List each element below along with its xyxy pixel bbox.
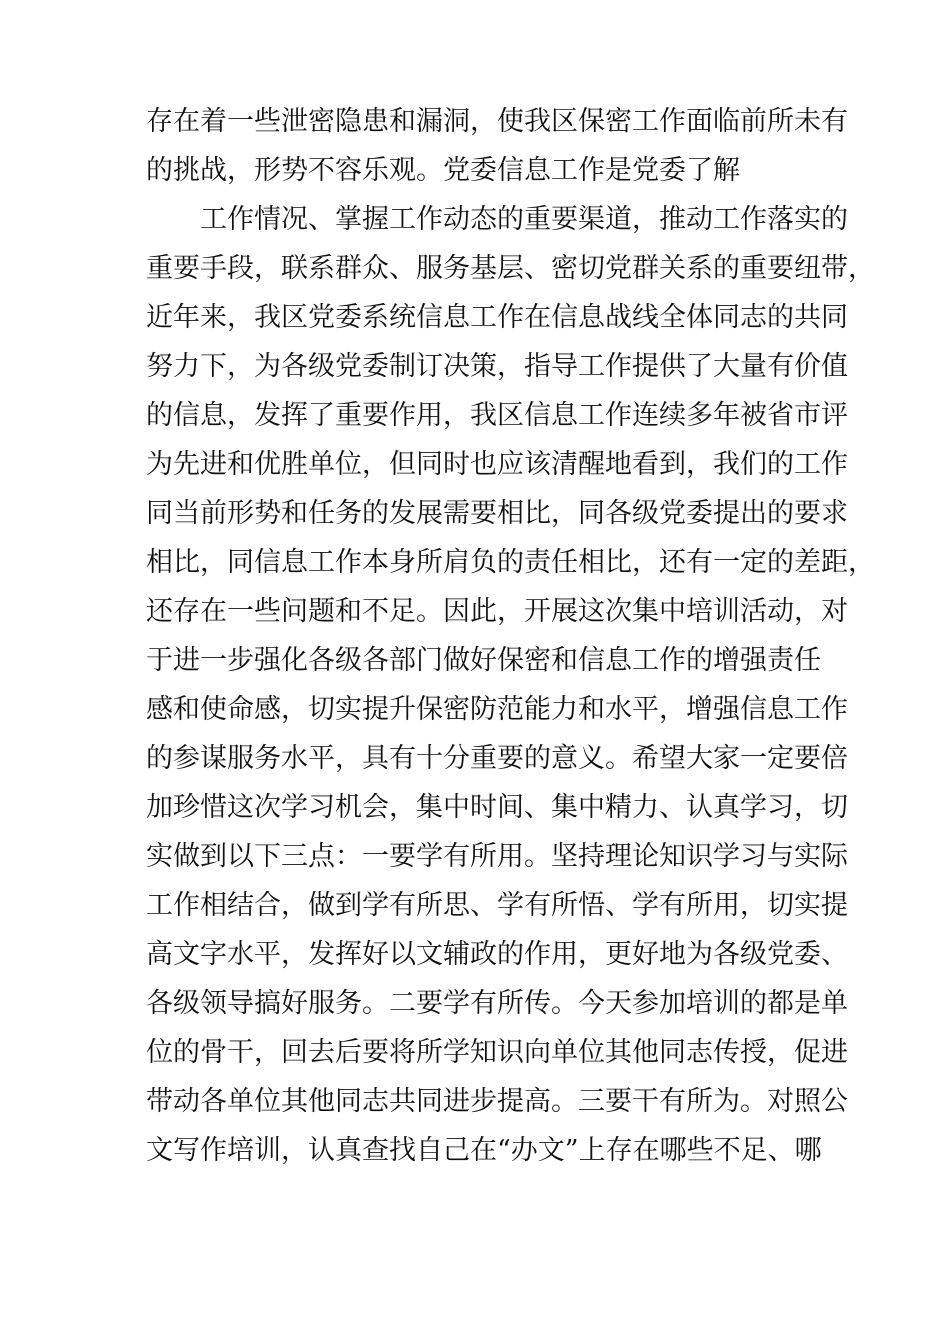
- text-line: 实做到以下三点：一要学有所用。坚持理论知识学习与实际: [146, 841, 848, 872]
- text-line: 文写作培训，认真查找自己在“办文”上存在哪些不足、哪: [146, 1135, 822, 1166]
- text-line: 重要手段，联系群众、服务基层、密切党群关系的重要纽带，: [146, 253, 875, 284]
- text-line: 近年来，我区党委系统信息工作在信息战线全体同志的共同: [146, 302, 848, 333]
- text-line: 的参谋服务水平，具有十分重要的意义。希望大家一定要倍: [146, 743, 848, 774]
- text-line: 的信息，发挥了重要作用，我区信息工作连续多年被省市评: [146, 400, 848, 431]
- text-line: 还存在一些问题和不足。因此，开展这次集中培训活动，对: [146, 596, 848, 627]
- text-line: 的挑战，形势不容乐观。党委信息工作是党委了解: [146, 155, 740, 186]
- text-line: 为先进和优胜单位，但同时也应该清醒地看到，我们的工作: [146, 449, 848, 480]
- text-line: 加珍惜这次学习机会，集中时间、集中精力、认真学习，切: [146, 792, 848, 823]
- body-text: [146, 97, 875, 1175]
- text-line: 存在着一些泄密隐患和漏洞，使我区保密工作面临前所未有: [146, 106, 848, 137]
- text-line: 于进一步强化各级各部门做好保密和信息工作的增强责任: [146, 645, 821, 676]
- text-line: 带动各单位其他同志共同进步提高。三要干有所为。对照公: [146, 1086, 848, 1117]
- text-line: 工作相结合，做到学有所思、学有所悟、学有所用，切实提: [146, 890, 848, 921]
- text-line: 工作情况、掌握工作动态的重要渠道，推动工作落实的: [200, 204, 848, 235]
- text-line: 同当前形势和任务的发展需要相比，同各级党委提出的要求: [146, 498, 848, 529]
- text-line: 感和使命感，切实提升保密防范能力和水平，增强信息工作: [146, 694, 848, 725]
- text-line: 相比，同信息工作本身所肩负的责任相比，还有一定的差距，: [146, 547, 875, 578]
- text-line: 各级领导搞好服务。二要学有所传。今天参加培训的都是单: [146, 988, 848, 1019]
- text-line: 位的骨干，回去后要将所学知识向单位其他同志传授，促进: [146, 1037, 848, 1068]
- text-line: 努力下，为各级党委制订决策，指导工作提供了大量有价值: [146, 351, 848, 382]
- text-line: 高文字水平，发挥好以文辅政的作用，更好地为各级党委、: [146, 939, 848, 970]
